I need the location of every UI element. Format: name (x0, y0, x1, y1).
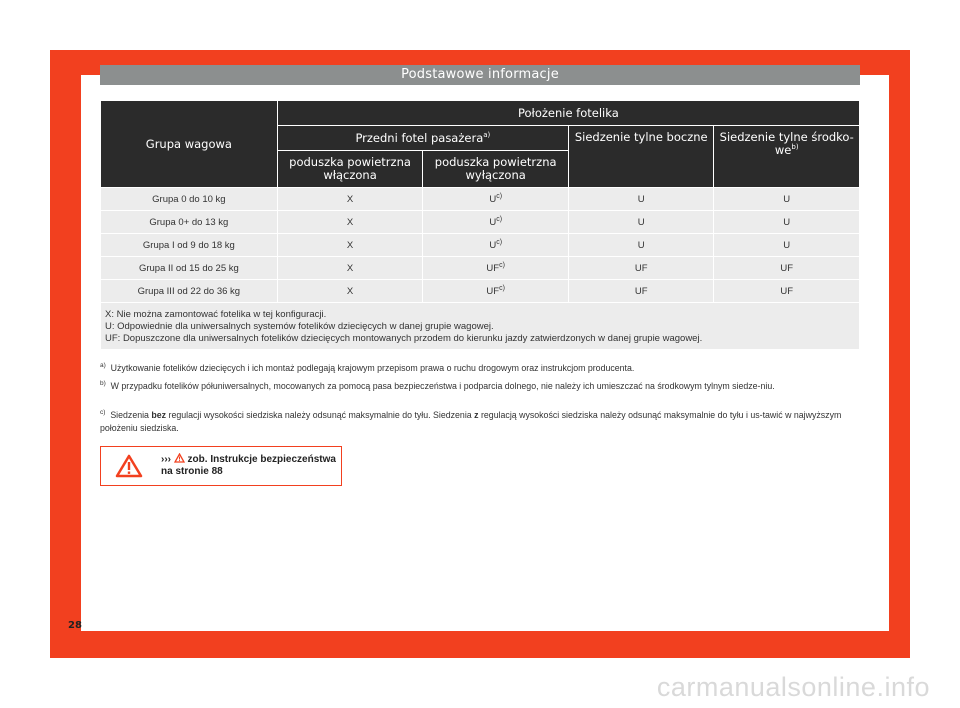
table-row: Grupa III od 22 do 36 kg X UF$^{c)}$ UF UF (101, 280, 859, 302)
col-header-airbag-off: poduszka powietrzna wyłączona (423, 151, 568, 187)
warning-text[interactable]: ››› zob. Instrukcje bezpieczeństwa na stronie 88 (161, 454, 336, 477)
col-header-rear-side: Siedzenie tylne boczne (569, 126, 713, 187)
warning-triangle-icon (115, 454, 143, 478)
col-header-weight-group: Grupa wagowa (101, 101, 277, 187)
footnote-b: $^{b)}$ W przypadku fotelików półuniwersalnych, mocowanych za pomocą pasa bezpieczeństwa i podparcia dolnego, nie należy ich umieszczać na środkowym tylnym siedze-niu. (100, 380, 775, 391)
footnote-a: $^{a)}$ Użytkowanie fotelików dziecięcych i ich montaż podlegają krajowym przepisom prawa o ruchu drogowym oraz instrukcjom producenta. (100, 362, 635, 373)
warning-small-icon (174, 453, 185, 463)
table-row: Grupa II od 15 do 25 kg X UF$^{c)}$ UF UF (101, 257, 859, 279)
col-header-front-seat: Przedni fotel pasażera$^{a)}$ (278, 126, 568, 150)
table-legend (101, 303, 859, 349)
page-number: 28 (68, 620, 82, 631)
footnote-c: $^{c)}$ Siedzenia bez regulacji wysokości siedziska należy odsunąć maksymalnie do tyłu. Siedzenia z regulacją wysokości siedziska należy odsunąć maksymalnie do tyłu i us-tawić w najwyższym położeniu siedziska. (100, 409, 842, 433)
section-title: Podstawowe informacje (401, 67, 559, 82)
section-header (100, 65, 860, 85)
col-header-rear-middle: Siedzenie tylne środko-$we^{b)}$ (714, 126, 859, 187)
col-header-airbag-on: poduszka powietrzna włączona (278, 151, 423, 187)
table-row: Grupa I od 9 do 18 kg X $U^{c)}$ U U (101, 234, 859, 256)
child-seat-table (100, 100, 860, 350)
legend-line: X: Nie można zamontować fotelika w tej konfiguracji. (105, 309, 327, 320)
col-header-seat-position: Położenie fotelika (278, 101, 859, 125)
watermark: carmanualsonline.info (656, 672, 930, 702)
table-row: Grupa 0 do 10 kg X $U^{c)}$ U U (101, 188, 859, 210)
warning-box (100, 446, 342, 486)
table-row: Grupa 0+ do 13 kg X $U^{c)}$ U U (101, 211, 859, 233)
legend-line: U: Odpowiednie dla uniwersalnych systemów fotelików dziecięcych w danej grupie wagowej. (105, 321, 494, 332)
legend-line: UF: Dopuszczone dla uniwersalnych fotelików dziecięcych montowanych przodem do kierunku jazdy zatwierdzonych w danej grupie wagowej. (105, 333, 703, 344)
